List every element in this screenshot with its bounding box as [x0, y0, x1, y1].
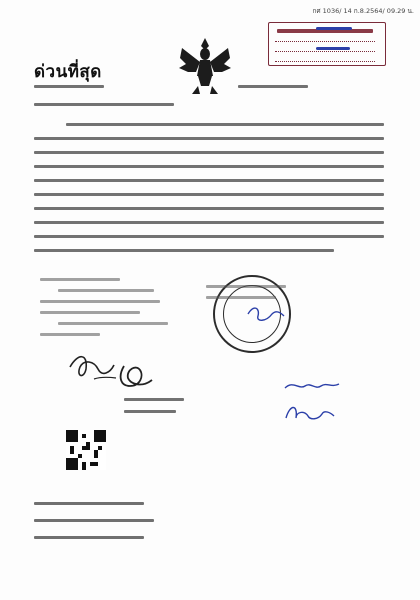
date-line: [238, 85, 308, 88]
body-text-line: [34, 193, 384, 196]
footer-office-line: [34, 502, 144, 505]
body-text-line: [34, 137, 384, 140]
signature-mark: [282, 376, 342, 396]
handwritten-note: [316, 27, 352, 30]
cc-text-line: [58, 289, 154, 292]
body-text-line: [34, 151, 384, 154]
footer-phone-line: [34, 519, 154, 522]
body-text-line: [34, 165, 384, 168]
signature-mark: [280, 400, 340, 426]
cc-text-line: [58, 322, 168, 325]
body-text-line: [34, 179, 384, 182]
urgency-heading: ด่วนที่สุด: [34, 62, 102, 82]
body-text-line: [66, 123, 384, 126]
qr-code-icon: [66, 430, 106, 470]
reference-number-line: [34, 85, 104, 88]
salutation-line: [34, 103, 174, 106]
cc-text-line: [40, 311, 140, 314]
endorsement-text-line: [124, 410, 176, 413]
cc-text-line: [40, 300, 160, 303]
body-text-line: [34, 207, 384, 210]
handwritten-note: [316, 47, 350, 50]
stamp-field-line: [275, 41, 375, 42]
signature-mark: [244, 300, 288, 324]
signature-mark: [116, 362, 158, 392]
footer-fax-line: [34, 536, 144, 539]
stamp-field-line: [275, 51, 375, 52]
endorsement-text-line: [124, 398, 184, 401]
cc-text-line: [40, 278, 120, 281]
position-text-line: [206, 296, 276, 299]
document-header-code: กศ 1036/ 14 ก.8.2564/ 09.29 น.: [312, 7, 414, 15]
garuda-emblem-icon: [176, 34, 234, 98]
cc-text-line: [40, 333, 100, 336]
body-text-line: [34, 221, 384, 224]
stamp-field-line: [275, 61, 375, 62]
position-text-line: [206, 285, 286, 288]
body-text-line: [34, 235, 384, 238]
body-text-line: [34, 249, 334, 252]
